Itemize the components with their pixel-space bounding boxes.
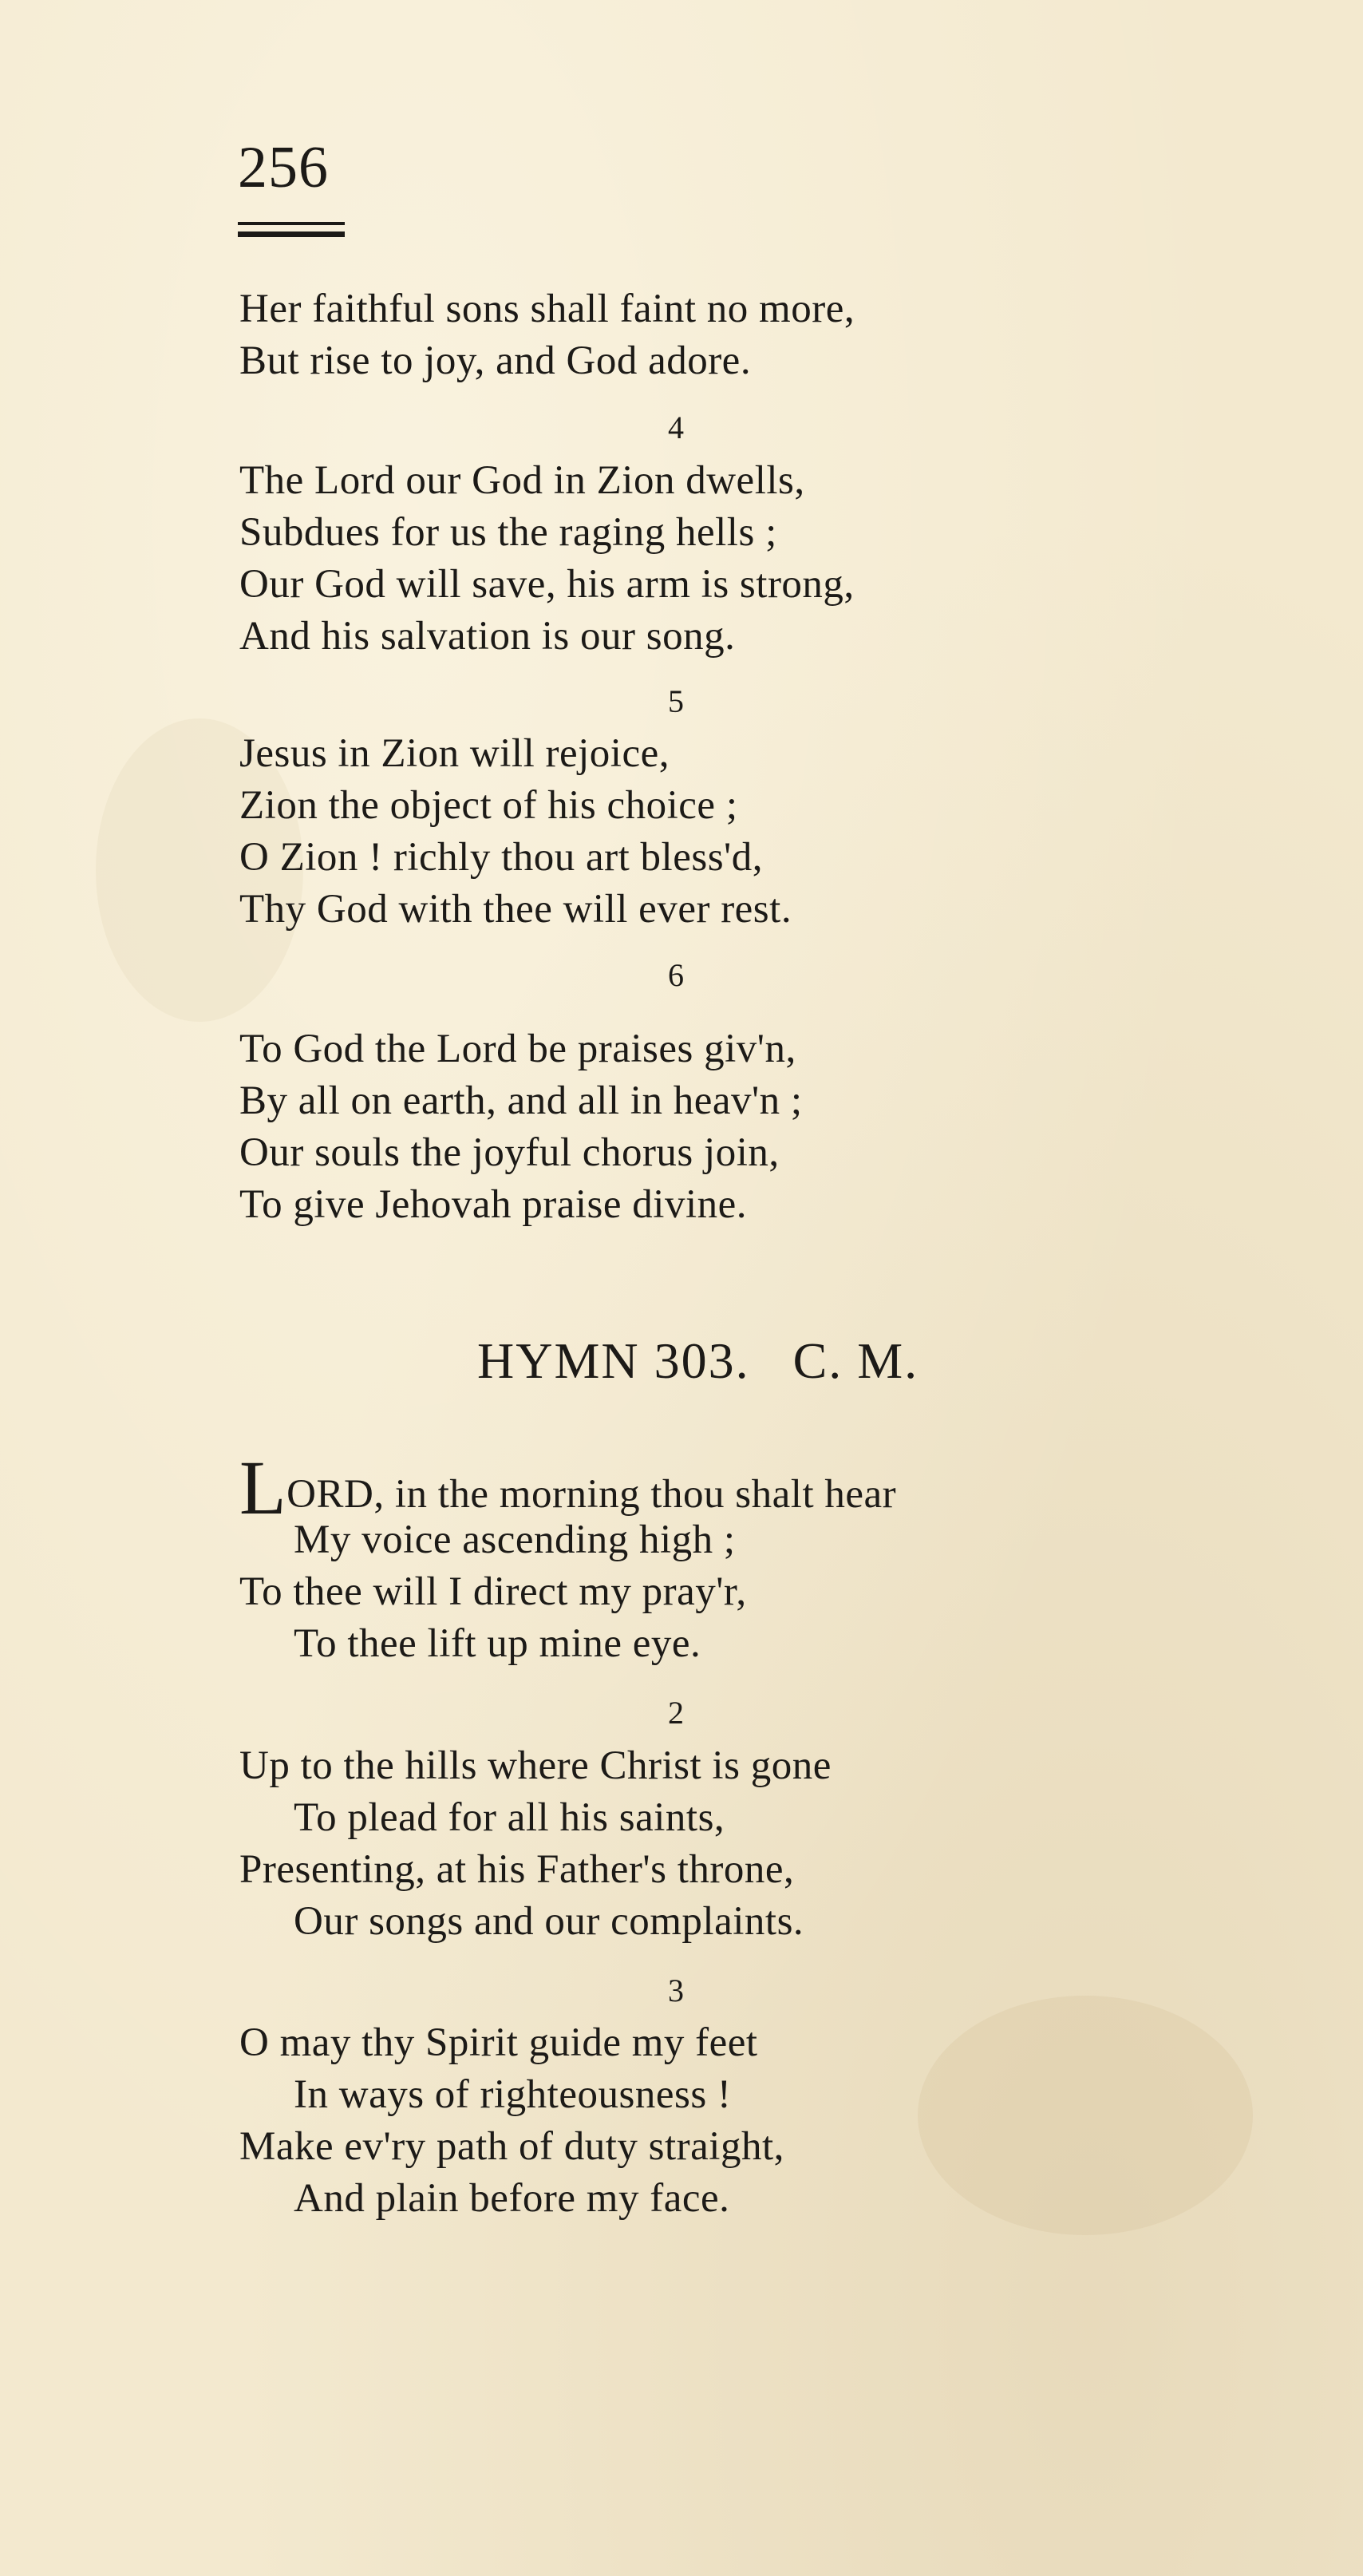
verse-line: To thee lift up mine eye. — [294, 1621, 701, 1666]
header-rule — [238, 231, 345, 237]
verse-line: Presenting, at his Father's throne, — [239, 1847, 795, 1892]
verse-number: 2 — [668, 1695, 684, 1731]
verse-line: By all on earth, and all in heav'n ; — [239, 1078, 803, 1123]
verse-line: Make ev'ry path of duty straight, — [239, 2124, 784, 2169]
verse-line: And his salvation is our song. — [239, 614, 736, 659]
verse-line: Jesus in Zion will rejoice, — [239, 731, 670, 776]
verse-line: To plead for all his saints, — [294, 1795, 725, 1840]
paper-stain — [918, 1996, 1253, 2235]
verse-line: And plain before my face. — [294, 2176, 730, 2221]
verse-line: Up to the hills where Christ is gone — [239, 1743, 832, 1788]
verse-line: Thy God with thee will ever rest. — [239, 887, 792, 932]
verse-line: Subdues for us the raging hells ; — [239, 510, 777, 555]
verse-line: To thee will I direct my pray'r, — [239, 1569, 747, 1614]
drop-cap: L — [239, 1445, 287, 1530]
verse-number: 5 — [668, 683, 684, 719]
header-rule — [238, 222, 345, 225]
verse-number: 3 — [668, 1973, 684, 2008]
verse-line: To give Jehovah praise divine. — [239, 1182, 748, 1227]
verse-line: In ways of righteousness ! — [294, 2072, 732, 2117]
verse-line: My voice ascending high ; — [294, 1518, 736, 1562]
verse-line: Our songs and our complaints. — [294, 1899, 804, 1944]
verse-line: Her faithful sons shall faint no more, — [239, 287, 855, 331]
verse-line: O may thy Spirit guide my feet — [239, 2020, 758, 2065]
verse-line: But rise to joy, and God adore. — [239, 338, 752, 383]
hymn-heading-text: HYMN 303. C. M. — [477, 1332, 919, 1389]
verse-line: Our souls the joyful chorus join, — [239, 1130, 780, 1175]
verse-number: 6 — [668, 957, 684, 993]
verse-line: Zion the object of his choice ; — [239, 783, 738, 828]
verse-line: Our God will save, his arm is strong, — [239, 562, 855, 607]
first-line-text: ORD, in the morning thou shalt hear — [286, 1472, 897, 1517]
verse-number: 4 — [668, 410, 684, 445]
page-number: 256 — [238, 135, 329, 200]
verse-line: O Zion ! richly thou art bless'd, — [239, 835, 763, 880]
hymn-heading — [477, 1329, 919, 1393]
verse-line: To God the Lord be praises giv'n, — [239, 1027, 796, 1071]
verse-line: The Lord our God in Zion dwells, — [239, 458, 805, 503]
verse-line-first — [239, 1445, 897, 1530]
